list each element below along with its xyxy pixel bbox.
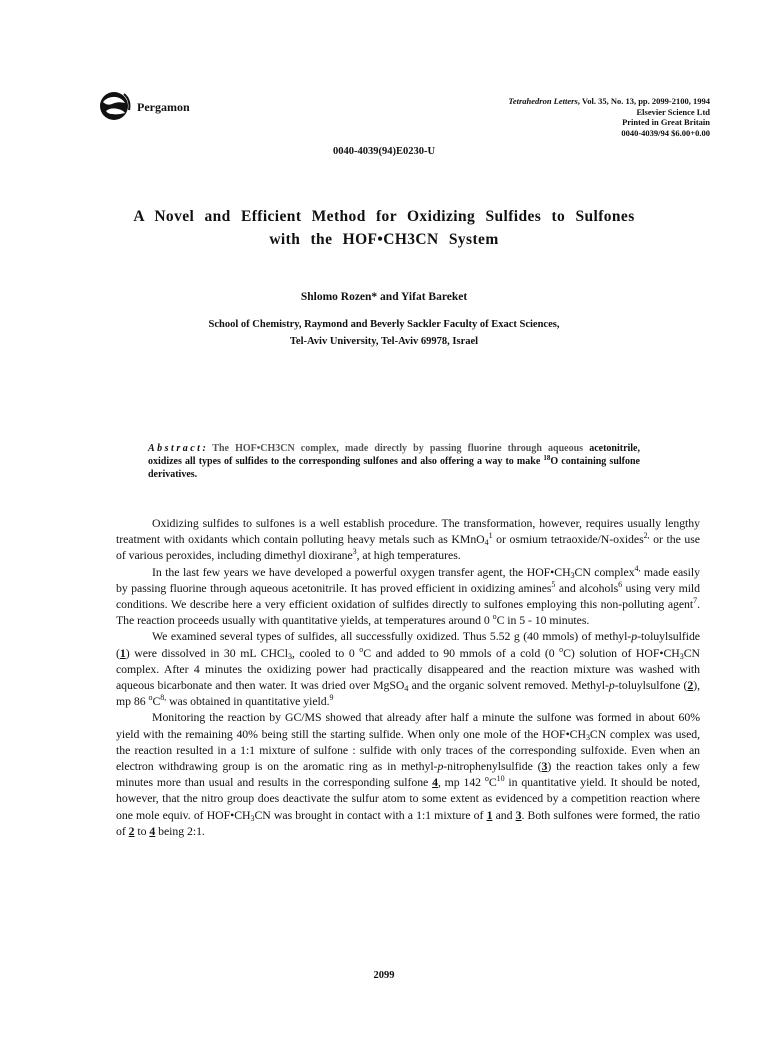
p1-ref: 2, [643, 531, 650, 541]
compound-number: 2 [687, 678, 694, 693]
printed-line: Printed in Great Britain [622, 117, 710, 127]
paragraph-1 [116, 515, 700, 564]
p4-ref: 10 [496, 774, 505, 784]
p3-text: ), mp 86 [116, 678, 701, 709]
p3-text: ) were dissolved in 30 mL CHCl [125, 645, 288, 660]
p2-sub: 3 [570, 570, 575, 580]
title-line-1: A Novel and Efficient Method for Oxidizing Sulfides to Sulfones [133, 208, 635, 225]
abstract-label: Abstract: [148, 443, 209, 454]
p3-ref: 8, [160, 693, 167, 703]
p2-text: In the last few years we have developed a powerful oxygen transfer agent, the HOF•CH [152, 564, 571, 579]
p4-sub: 3 [585, 732, 590, 742]
journal-citation [508, 96, 710, 138]
p4-text: . Both sulfones were formed, the ratio of [116, 807, 700, 838]
p3-text: and the organic solvent removed. Methyl- [408, 678, 609, 693]
body-text [116, 515, 700, 839]
p3-text: -toluylsulfone ( [614, 678, 688, 693]
p3-text: C) solution of HOF•CH [563, 645, 680, 660]
volume-pages: , Vol. 35, No. 13, pp. 2099-2100, 1994 [577, 96, 710, 106]
title-line-2: with the HOF•CH3CN System [269, 231, 499, 248]
price-line: 0040-4039/94 $6.00+0.00 [621, 127, 710, 138]
p3-text: CN complex. After 4 minutes the oxidizing power had practically disappeared and the reaction mixture was washed with aqueous bicarbonate and then water. It was dried over MgSO [116, 645, 700, 693]
paragraph-4 [116, 709, 700, 839]
p3-text: C and added to 90 mmols of a cold (0 [363, 645, 560, 660]
p3-sub: 3 [679, 651, 684, 661]
para-prefix: p [608, 678, 615, 693]
abstract-isotope: 18 [543, 454, 551, 462]
degree-sign: o [559, 644, 564, 654]
p3-text: C [152, 694, 161, 709]
page-number: 2099 [373, 970, 395, 981]
compound-number: 1 [486, 807, 493, 822]
compound-number: 4 [149, 823, 156, 838]
affiliation-line-2: Tel-Aviv University, Tel-Aviv 69978, Israel [289, 336, 479, 347]
p4-text: -nitrophenylsulfide ( [443, 759, 542, 774]
publisher-line: Elsevier Science Ltd [636, 106, 710, 117]
p4-text: and [492, 807, 516, 822]
degree-sign: o [148, 693, 153, 703]
p3-ref: 9 [329, 693, 334, 703]
p4-text: ) the reaction takes only a few minutes more than usual and results in the corresponding sulfone [116, 759, 700, 790]
abstract-text-a: The HOF•CH3CN complex, made directly by passing fluorine through aqueous [212, 443, 584, 454]
p2-ref: 5 [551, 579, 556, 589]
p1-text: Oxidizing sulfides to sulfones is a well establish procedure. The transformation, however, requires usually lengthy treatment with oxidants which contain polluting heavy metals such as KMnO [116, 516, 700, 547]
p1-ref: 1 [488, 531, 493, 541]
p4-text: , mp 142 [437, 775, 485, 790]
p4-text: in quantitative yield. It should be noted, however, that the nitro group does deactivate the sulfur atom to some extent as evidenced by a competition reaction where one mole equiv. of HOF•CH [116, 775, 700, 822]
p1-text: , at high temperatures. [356, 548, 461, 563]
compound-number: 3 [541, 759, 548, 774]
affiliation-line-1: School of Chemistry, Raymond and Beverly Sackler Faculty of Exact Sciences, [208, 319, 560, 330]
p3-text: We examined several types of sulfides, all successfully oxidized. Thus 5.52 g (40 mmols) of methyl- [152, 629, 632, 644]
abstract [148, 442, 640, 481]
journal-name: Tetrahedron Letters [508, 96, 578, 106]
p4-sub: 3 [250, 813, 255, 823]
p3-text: was obtained in quantitative yield. [166, 694, 330, 709]
p4-text: Monitoring the reaction by GC/MS showed that already after half a minute the sulfone was formed in about 60% yield with the remaining 40% being still the starting sulfide. When only one mole of the HOF•CH [116, 710, 700, 741]
compound-number: 2 [128, 823, 135, 838]
p3-sub: 4 [404, 684, 409, 694]
p2-ref: 6 [618, 579, 623, 589]
p4-text: being 2:1. [155, 823, 205, 838]
compound-number: 4 [432, 775, 438, 790]
paragraph-2 [116, 564, 700, 629]
p2-ref: 7 [693, 596, 698, 606]
p1-text: or the use of various peroxides, including dimethyl dioxirane [116, 532, 700, 563]
p4-text: to [134, 823, 150, 838]
para-prefix: p [631, 629, 638, 644]
p4-text: C [488, 775, 497, 790]
article-code: 0040-4039(94)E0230-U [332, 146, 436, 157]
p2-text: CN complex [574, 564, 635, 579]
p2-text: made easily by passing fluorine through aqueous acetonitrile. It has proved efficient in oxidizing amines [116, 564, 700, 595]
p2-ref: 4, [634, 563, 641, 573]
p4-text: CN complex was used, the reaction resulted in a 1:1 mixture of sulfone : sulfide with only traces of the corresponding sulfoxide. Even when an electron withdrawing group is on the aromatic ring as in methyl- [116, 726, 701, 774]
compound-number: 3 [515, 807, 522, 822]
affiliation [0, 316, 768, 350]
degree-sign: o [484, 774, 489, 784]
abstract-text-c: O containing sulfone derivatives. [148, 456, 640, 480]
p2-text: using very mild conditions. We describe here a very efficient oxidation of sulfides directly to sulfones employing this non-polluting agent [116, 580, 700, 612]
p1-ref: 3 [352, 547, 357, 557]
degree-sign: o [492, 612, 497, 622]
p4-text: CN was brought in contact with a 1:1 mixture of [254, 807, 487, 822]
p3-text: -toluylsulfide ( [116, 629, 700, 660]
degree-sign: o [359, 644, 364, 654]
p2-text: . The reaction proceeds usually with quantitative yields, at temperatures around 0 [116, 597, 700, 628]
publisher-name: Pergamon [137, 100, 190, 114]
p2-text: and alcohols [555, 580, 619, 595]
paragraph-3 [116, 628, 700, 709]
p1-sub: 4 [484, 538, 489, 548]
abstract-text-b: acetonitrile, oxidizes all types of sulfides to the corresponding sulfones and also offering a way to make [148, 443, 640, 467]
pergamon-globe-logo-icon [98, 90, 132, 122]
authors: Shlomo Rozen* and Yifat Bareket [300, 291, 468, 303]
p2-text: C in 5 - 10 minutes. [496, 613, 590, 628]
p3-sub: 3 [287, 651, 292, 661]
paper-title [0, 205, 768, 251]
p3-text: , cooled to 0 [291, 645, 360, 660]
para-prefix: p [437, 759, 444, 774]
p1-text: or osmium tetraoxide/N-oxides [492, 532, 644, 547]
compound-number: 1 [119, 645, 126, 660]
